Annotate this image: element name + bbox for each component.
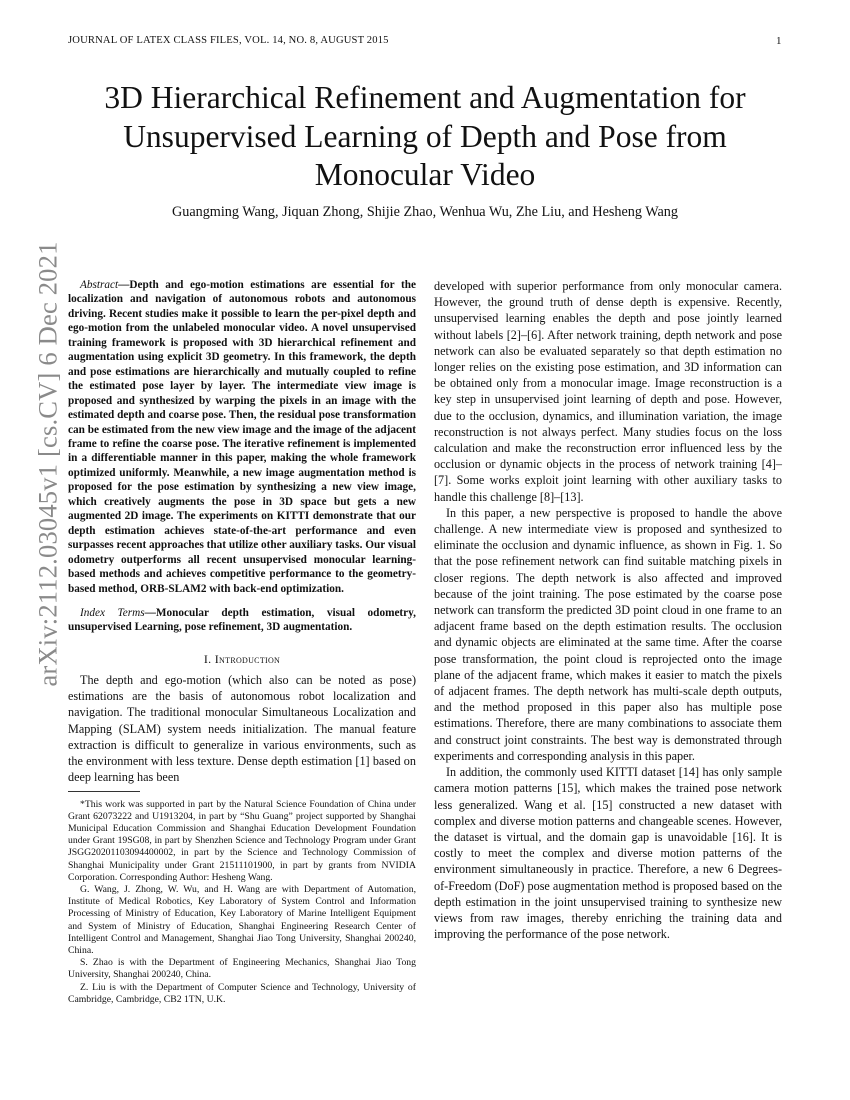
abstract	[68, 278, 416, 596]
intro-paragraph-dataset: In addition, the commonly used KITTI dataset [14] has only sample camera motion patterns [15], which makes the trained pose network less generalized. Wang et al. [15] constructed a new dataset with complex and diverse motion patterns and changeable scenes. However, the dataset is virtual, and the domain gap is unavoidable [16]. It is costly to meet the complex and diverse motion patterns of the environment simultaneously in practice. Therefore, a new 6 Degrees-of-Freedom (DoF) pose augmentation method is proposed based on the depth estimation in the joint unsupervised training to synthesize new views from raw images, thereby enriching the training data and improving the performance of the pose network.	[434, 765, 782, 942]
footnote-funding: *This work was supported in part by the Natural Science Foundation of China under Grant 62073222 and U1913204, in part by “Shu Guang” project supported by Shanghai Municipal Education Commission and Shanghai Education Development Foundation under Grant 19SG08, in part by Shenzhen Science and Technology Program under Grant JSGG20201103094400002, in part by the Science and Technology Commission of Shanghai Municipality under Grant 21511101900, in part by grants from NVIDIA Corporation. Corresponding Author: Hesheng Wang.	[68, 798, 416, 883]
index-terms-text: —Monocular depth estimation, visual odometry, unsupervised Learning, pose refinement, 3D augmentation.	[68, 606, 416, 634]
footnotes	[68, 799, 416, 1006]
intro-paragraph-perspective: In this paper, a new perspective is proposed to handle the above challenge. A new intermediate view is proposed and synthesized to eliminate the occlusion and dynamic influence, as shown in Fig. 1. So that the pose refinement network can find suitable matching pixels in closer regions. The depth network is also affected and improved because of the joint training. The pose estimated by the coarse pose network can transform the predicted 3D point cloud in one frame to an adjacent frame based on the depth estimation results. The occlusion and dynamic objects are eliminated at the same time. After the coarse pose transformation, the point cloud is reprojected onto the image plane of the adjacent frame, which makes it easier to match the pixels of adjacent frames. The depth network has multi-scale depth outputs, and the method proposed in this paper also has multiple pose estimations. Therefore, there are many combinations to associate them and construct joint constraints. The best way is demonstrated through experiments and corresponding analysis in this paper.	[434, 505, 782, 763]
footnote-affiliation-mechanics: S. Zhao is with the Department of Engineering Mechanics, Shanghai Jiao Tong University, Shanghai 200240, China.	[68, 957, 416, 981]
abstract-text: —Depth and ego-motion estimations are essential for the localization and navigation of autonomous robots and autonomous driving. Recent studies make it possible to learn the per-pixel depth and ego-motion from the unlabeled monocular video. A novel unsupervised training framework is proposed with 3D hierarchical refinement and augmentation using explicit 3D geometry. In this framework, the depth and pose estimations are hierarchically and mutually coupled to refine the estimated pose layer by layer. The intermediate view image is proposed and synthesized by warping the pixels in an image with the estimated depth and coarse pose. Then, the residual pose transformation can be estimated from the new view image and the image of the adjacent frame to refine the coarse pose. The iterative refinement is implemented in a differentiable manner in this paper, making the whole framework optimized uniformly. Meanwhile, a new image augmentation method is proposed for the pose estimation by synthesizing a new view image, which creatively augments the pose in 3D space but gets a new augmented 2D image. The experiments on KITTI demonstrate that our depth estimation achieves state-of-the-art performance and even surpasses recent approaches that utilize other auxiliary tasks. Our visual odometry outperforms all recent unsupervised monocular learning-based methods and achieves competitive performance to the geometry-based method, ORB-SLAM2 with back-end optimization.	[68, 279, 416, 595]
intro-paragraph-continued: developed with superior performance from only monocular camera. However, the ground truth of dense depth is expensive. Recently, unsupervised learning enables the depth and pose jointly learned without labels [2]–[6]. After network training, depth network and pose network can also be evaluated separately so that depth estimation no longer relies on the existing pose estimation, and 3D information can be obtained only from a monocular image. Image reconstruction is a key step in unsupervised joint learning of depth and pose. However, due to the occlusion, dynamics, and illumination variation, the image reconstruction is not always perfect. Many studies focus on the loss calculation and make the reconstruction error influenced less by the occlusion or dynamic objects in the process of network training [4]–[7]. Some works exploit joint learning with other auxiliary tasks to handle this challenge [8]–[13].	[434, 279, 782, 504]
abstract-label: Abstract	[80, 279, 119, 291]
page-number: 1	[776, 35, 782, 47]
section-heading-introduction: I. Introduction	[203, 651, 281, 666]
footnote-affiliation-cambridge: Z. Liu is with the Department of Computer Science and Technology, University of Cambridge, Cambridge, CB2 1TN, U.K.	[68, 981, 416, 1005]
left-column	[68, 278, 416, 1006]
intro-paragraph: The depth and ego-motion (which also can be noted as pose) estimations are the basis of autonomous robot localization and navigation. The traditional monocular Simultaneous Localization and Mapping (SLAM) system needs initialization. The manual feature extraction is difficult to generalize in various environments, such as the environment with less texture. Dense depth estimation [1] based on deep learning has been	[68, 673, 416, 785]
index-terms-label: Index Terms	[80, 606, 145, 619]
footnote-affiliation-sjtu: G. Wang, J. Zhong, W. Wu, and H. Wang are with Department of Automation, Institute of Medical Robotics, Key Laboratory of System Control and Information Processing of Ministry of Education, Key Laboratory of Marine Intelligent Equipment and System of Ministry of Education, Shanghai Engineering Research Center of Intelligent Control and Management, Shanghai Jiao Tong University, Shanghai 200240, China.	[68, 883, 416, 956]
author-list: Guangming Wang, Jiquan Zhong, Shijie Zhao, Wenhua Wu, Zhe Liu, and Hesheng Wang	[171, 204, 678, 220]
journal-header: JOURNAL OF LATEX CLASS FILES, VOL. 14, NO. 8, AUGUST 2015	[68, 35, 389, 46]
right-column	[434, 278, 782, 942]
paper-title: 3D Hierarchical Refinement and Augmentation for Unsupervised Learning of Depth and Pose from Monocular Video	[104, 80, 746, 192]
index-terms	[68, 606, 416, 635]
footnote-rule	[68, 791, 140, 792]
arxiv-identifier: arXiv:2112.03045v1 [cs.CV] 6 Dec 2021	[32, 241, 63, 687]
